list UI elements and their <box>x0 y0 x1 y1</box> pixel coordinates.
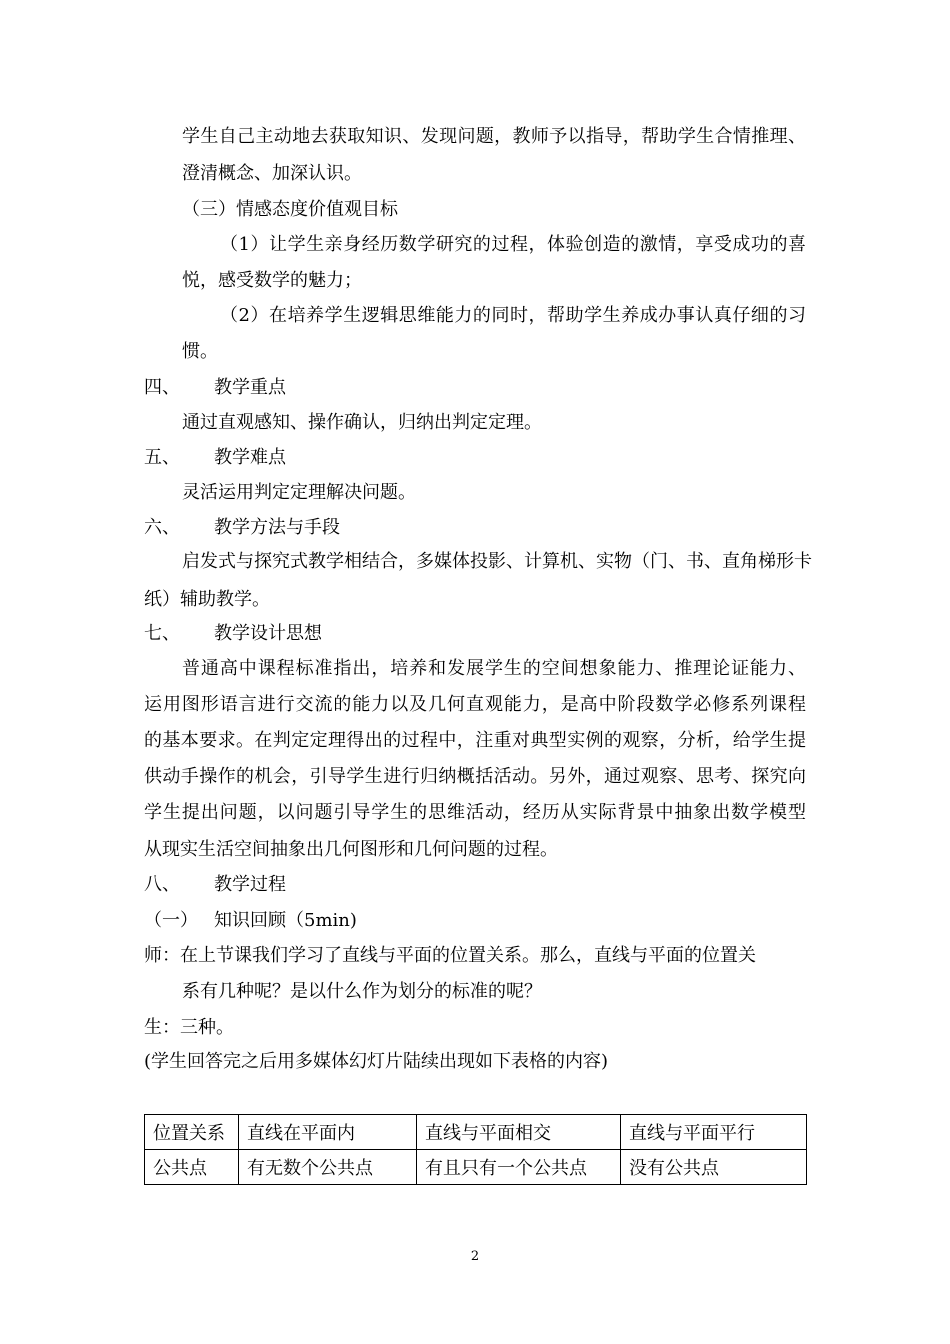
paragraph-line: 纸）辅助教学。 <box>144 589 270 610</box>
table-row <box>145 1150 807 1185</box>
paragraph-line: 运用图形语言进行交流的能力以及几何直观能力，是高中阶段数学必修系列课程 <box>144 694 806 715</box>
section-number: 七、 <box>144 623 180 644</box>
paragraph-line: 启发式与探究式教学相结合，多媒体投影、计算机、实物（门、书、直角梯形卡 <box>182 551 812 572</box>
table-cell: 直线在平面内 <box>239 1115 417 1150</box>
paragraph-line: 灵活运用判定定理解决问题。 <box>182 482 416 503</box>
paragraph-line: 悦，感受数学的魅力； <box>182 270 362 291</box>
table-cell: 有且只有一个公共点 <box>417 1150 621 1185</box>
paragraph-line: 惯。 <box>182 341 218 362</box>
section-number: 五、 <box>144 447 180 468</box>
table-header-row <box>145 1115 807 1150</box>
paragraph-line: 普通高中课程标准指出，培养和发展学生的空间想象能力、推理论证能力、 <box>182 658 806 679</box>
section-heading <box>144 873 286 897</box>
section-heading <box>144 622 322 646</box>
table-cell: 直线与平面平行 <box>621 1115 807 1150</box>
subsection-heading <box>144 909 357 933</box>
section-number: 四、 <box>144 377 180 398</box>
table-cell: 直线与平面相交 <box>417 1115 621 1150</box>
table-cell: 没有公共点 <box>621 1150 807 1185</box>
dialog-line: 系有几种呢？是以什么作为划分的标准的呢？ <box>182 981 542 1002</box>
subsection-title: 知识回顾（5min) <box>214 910 357 931</box>
section-title: 教学重点 <box>214 377 286 398</box>
paragraph-line: 供动手操作的机会，引导学生进行归纳概括活动。另外，通过观察、思考、探究向 <box>144 766 806 787</box>
subsection-number: （一） <box>144 910 198 931</box>
paragraph-line: 从现实生活空间抽象出几何图形和几何问题的过程。 <box>144 839 558 860</box>
paragraph-line: 澄清概念、加深认识。 <box>182 163 362 184</box>
position-relation-table <box>144 1114 807 1185</box>
dialog-line: (学生回答完之后用多媒体幻灯片陆续出现如下表格的内容) <box>144 1051 609 1072</box>
dialog-line: 生：三种。 <box>144 1017 234 1038</box>
dialog-line: 师：在上节课我们学习了直线与平面的位置关系。那么，直线与平面的位置关 <box>144 945 756 966</box>
section-title: 教学过程 <box>214 874 286 895</box>
page-number: 2 <box>470 1249 480 1264</box>
section-title: 教学设计思想 <box>214 623 322 644</box>
paragraph-line: （1）让学生亲身经历数学研究的过程，体验创造的激情，享受成功的喜 <box>220 234 806 255</box>
section-heading <box>144 376 286 400</box>
paragraph-line: 学生自己主动地去获取知识、发现问题，教师予以指导，帮助学生合情推理、 <box>182 126 806 147</box>
section-heading <box>144 516 340 540</box>
section-heading <box>144 446 286 470</box>
table-cell: 有无数个公共点 <box>239 1150 417 1185</box>
paragraph-line: 学生提出问题，以问题引导学生的思维活动，经历从实际背景中抽象出数学模型 <box>144 802 806 823</box>
paragraph-line: （2）在培养学生逻辑思维能力的同时，帮助学生养成办事认真仔细的习 <box>220 305 806 326</box>
paragraph-line: 通过直观感知、操作确认，归纳出判定定理。 <box>182 412 542 433</box>
section-number: 六、 <box>144 517 180 538</box>
section-title: 教学难点 <box>214 447 286 468</box>
table-cell: 位置关系 <box>145 1115 239 1150</box>
section-number: 八、 <box>144 874 180 895</box>
section-title: 教学方法与手段 <box>214 517 340 538</box>
paragraph-line: 的基本要求。在判定定理得出的过程中，注重对典型实例的观察，分析，给学生提 <box>144 730 806 751</box>
table-cell: 公共点 <box>145 1150 239 1185</box>
subsection-heading: （三）情感态度价值观目标 <box>182 199 398 220</box>
